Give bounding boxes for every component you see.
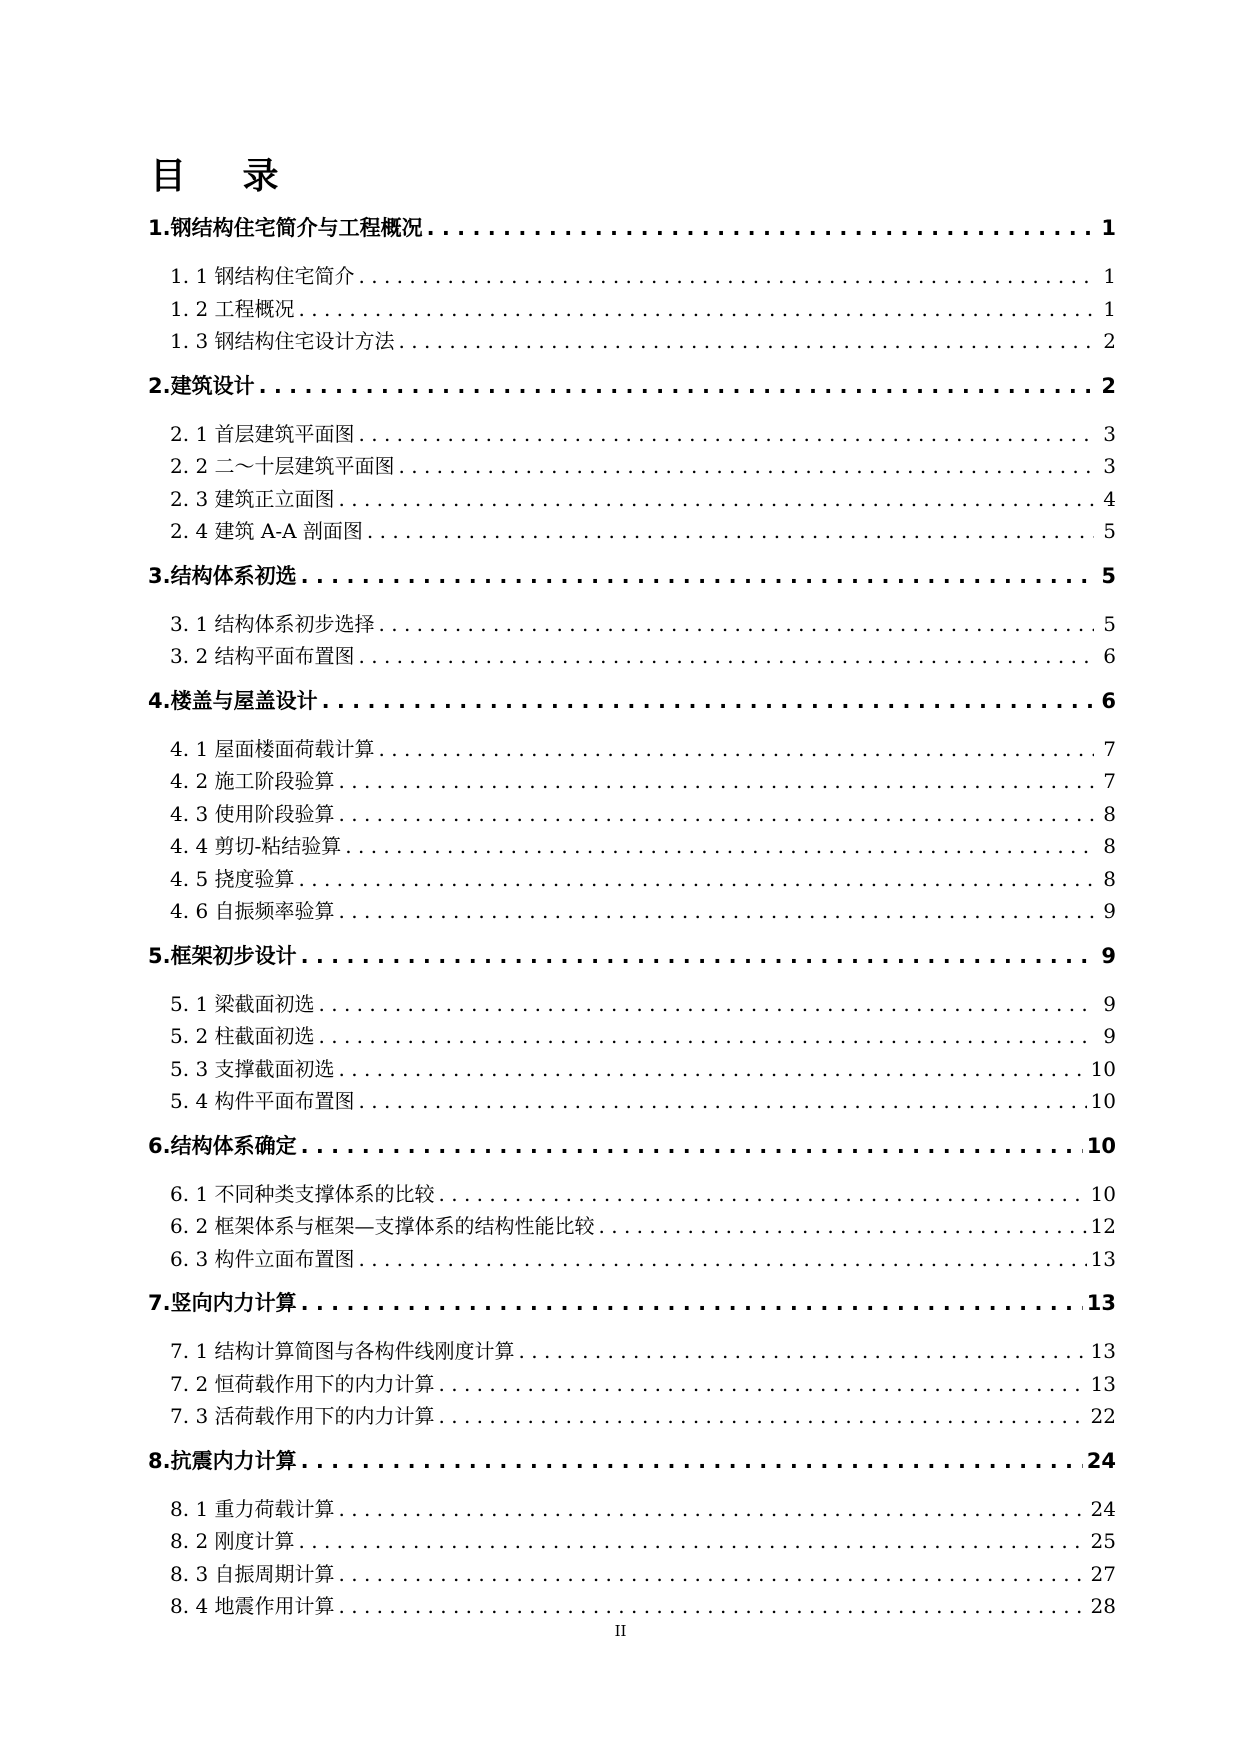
- toc-section-entry[interactable]: [148, 293, 1116, 326]
- toc-section-page: 10: [1090, 1181, 1116, 1206]
- toc-dot-leader: [345, 834, 1094, 858]
- toc-section-label: 8. 3 自振周期计算: [170, 1561, 335, 1586]
- toc-section-entry[interactable]: [148, 733, 1116, 766]
- toc-section-page: 10: [1090, 1056, 1116, 1081]
- toc-section-page: 22: [1090, 1404, 1116, 1428]
- toc-section-entry[interactable]: [148, 765, 1116, 798]
- toc-dot-leader: [339, 802, 1094, 826]
- toc-section-label: 2. 2 二～十层建筑平面图: [170, 454, 395, 478]
- toc-dot-leader: [339, 899, 1094, 923]
- toc-section-label: 1. 3 钢结构住宅设计方法: [170, 329, 395, 353]
- toc-dot-leader: [439, 1182, 1087, 1206]
- toc-section-group: [148, 1178, 1116, 1276]
- toc-dot-leader: [367, 519, 1094, 543]
- toc-chapter-page: 10: [1086, 1133, 1116, 1158]
- toc-dot-leader: [322, 689, 1094, 713]
- toc-section-page: 13: [1090, 1246, 1116, 1271]
- toc-section-entry[interactable]: [148, 1590, 1116, 1623]
- toc-section-page: 8: [1103, 801, 1116, 826]
- toc-section-page: 24: [1090, 1496, 1116, 1521]
- toc-section-page: 5: [1103, 611, 1116, 636]
- toc-section-page: 6: [1103, 644, 1116, 668]
- toc-section-page: 2: [1103, 329, 1116, 353]
- toc-dot-leader: [359, 264, 1094, 288]
- toc-section-label: 1. 1 钢结构住宅简介: [170, 264, 355, 288]
- toc-chapter-label: 7.竖向内力计算: [148, 1291, 297, 1315]
- toc-dot-leader: [339, 769, 1094, 793]
- toc-section-page: 1: [1103, 264, 1116, 288]
- toc-dot-leader: [319, 992, 1094, 1016]
- toc-chapter-entry[interactable]: [148, 1130, 1116, 1178]
- toc-section-page: 12: [1090, 1214, 1116, 1238]
- toc-section-entry[interactable]: [148, 798, 1116, 831]
- toc-chapter-entry[interactable]: [148, 1445, 1116, 1493]
- toc-dot-leader: [319, 1024, 1094, 1048]
- toc-section-page: 7: [1103, 769, 1116, 793]
- toc-section-entry[interactable]: [148, 1020, 1116, 1053]
- toc-title: 目 录: [150, 156, 301, 197]
- toc-section-label: 4. 1 屋面楼面荷载计算: [170, 736, 375, 761]
- toc-dot-leader: [359, 422, 1094, 446]
- toc-section-page: 13: [1090, 1371, 1116, 1396]
- toc-dot-leader: [359, 1247, 1087, 1271]
- toc-dot-leader: [301, 1134, 1083, 1158]
- toc-section-page: 8: [1103, 834, 1116, 858]
- toc-dot-leader: [339, 1057, 1087, 1081]
- toc-section-entry[interactable]: [148, 1243, 1116, 1276]
- toc-chapter-label: 1.钢结构住宅简介与工程概况: [148, 216, 423, 240]
- toc-section-label: 5. 1 梁截面初选: [170, 991, 315, 1016]
- toc-section-entry[interactable]: [148, 1493, 1116, 1526]
- toc-section-entry[interactable]: [148, 1053, 1116, 1086]
- toc-section-label: 5. 3 支撑截面初选: [170, 1056, 335, 1081]
- toc-section-group: [148, 1335, 1116, 1433]
- toc-dot-leader: [301, 944, 1094, 968]
- toc-dot-leader: [427, 216, 1094, 240]
- toc-section-entry[interactable]: [148, 1400, 1116, 1433]
- toc-dot-leader: [339, 1594, 1087, 1618]
- toc-section-group: [148, 733, 1116, 928]
- toc-section-group: [148, 1493, 1116, 1623]
- toc-section-label: 4. 6 自振频率验算: [170, 899, 335, 923]
- toc-section-label: 7. 2 恒荷载作用下的内力计算: [170, 1371, 435, 1396]
- toc-section-label: 4. 4 剪切-粘结验算: [170, 834, 342, 858]
- table-of-contents: [148, 212, 1116, 1635]
- toc-section-page: 27: [1090, 1561, 1116, 1586]
- toc-section-label: 5. 2 柱截面初选: [170, 1024, 315, 1048]
- toc-section-entry[interactable]: [148, 1368, 1116, 1401]
- toc-dot-leader: [299, 1529, 1087, 1553]
- toc-section-page: 8: [1103, 866, 1116, 891]
- toc-section-entry[interactable]: [148, 1210, 1116, 1243]
- toc-chapter-page: 5: [1101, 563, 1116, 588]
- toc-section-entry[interactable]: [148, 418, 1116, 451]
- toc-chapter-page: 6: [1101, 688, 1116, 713]
- toc-section-label: 3. 1 结构体系初步选择: [170, 611, 375, 636]
- toc-section-page: 10: [1090, 1089, 1116, 1113]
- toc-dot-leader: [519, 1339, 1087, 1363]
- toc-section-entry[interactable]: [148, 515, 1116, 548]
- toc-section-label: 4. 5 挠度验算: [170, 866, 295, 891]
- toc-chapter-entry[interactable]: [148, 940, 1116, 988]
- toc-section-entry[interactable]: [148, 640, 1116, 673]
- toc-chapter-entry[interactable]: [148, 1287, 1116, 1335]
- toc-dot-leader: [439, 1372, 1087, 1396]
- toc-section-label: 6. 1 不同种类支撑体系的比较: [170, 1181, 435, 1206]
- toc-section-entry[interactable]: [148, 988, 1116, 1021]
- toc-section-label: 2. 1 首层建筑平面图: [170, 421, 355, 446]
- toc-section-entry[interactable]: [148, 1085, 1116, 1118]
- toc-dot-leader: [399, 329, 1094, 353]
- toc-section-entry[interactable]: [148, 1558, 1116, 1591]
- toc-section-label: 4. 3 使用阶段验算: [170, 801, 335, 826]
- toc-dot-leader: [399, 454, 1094, 478]
- toc-chapter-page: 9: [1101, 943, 1116, 968]
- toc-section-label: 1. 2 工程概况: [170, 296, 295, 321]
- toc-section-page: 3: [1103, 454, 1116, 478]
- toc-dot-leader: [259, 374, 1094, 398]
- toc-section-page: 1: [1103, 296, 1116, 321]
- toc-section-label: 3. 2 结构平面布置图: [170, 644, 355, 668]
- toc-section-entry[interactable]: [148, 1525, 1116, 1558]
- toc-chapter-entry[interactable]: [148, 370, 1116, 418]
- toc-section-entry[interactable]: [148, 830, 1116, 863]
- toc-section-entry[interactable]: [148, 260, 1116, 293]
- toc-chapter-page: 1: [1101, 216, 1116, 240]
- toc-section-group: [148, 260, 1116, 358]
- toc-section-page: 9: [1103, 899, 1116, 923]
- toc-section-entry[interactable]: [148, 1335, 1116, 1368]
- toc-section-label: 6. 3 构件立面布置图: [170, 1246, 355, 1271]
- toc-chapter-label: 4.楼盖与屋盖设计: [148, 688, 318, 713]
- toc-section-group: [148, 608, 1116, 673]
- toc-section-group: [148, 418, 1116, 548]
- toc-dot-leader: [301, 1291, 1083, 1315]
- toc-section-label: 2. 4 建筑 A-A 剖面图: [170, 519, 363, 543]
- toc-section-entry[interactable]: [148, 483, 1116, 516]
- toc-section-label: 5. 4 构件平面布置图: [170, 1089, 355, 1113]
- toc-dot-leader: [339, 487, 1094, 511]
- toc-section-label: 8. 1 重力荷载计算: [170, 1496, 335, 1521]
- toc-chapter-entry[interactable]: [148, 560, 1116, 608]
- toc-dot-leader: [379, 737, 1094, 761]
- toc-section-entry[interactable]: [148, 325, 1116, 358]
- toc-section-page: 5: [1103, 519, 1116, 543]
- toc-section-label: 8. 2 刚度计算: [170, 1529, 295, 1553]
- toc-chapter-page: 24: [1086, 1448, 1116, 1473]
- toc-chapter-label: 2.建筑设计: [148, 373, 255, 398]
- toc-section-page: 9: [1103, 991, 1116, 1016]
- toc-dot-leader: [439, 1404, 1087, 1428]
- toc-section-page: 28: [1090, 1594, 1116, 1618]
- toc-section-entry[interactable]: [148, 1178, 1116, 1211]
- toc-section-page: 4: [1103, 486, 1116, 511]
- toc-section-page: 25: [1090, 1529, 1116, 1553]
- toc-section-group: [148, 988, 1116, 1118]
- toc-dot-leader: [359, 644, 1094, 668]
- toc-section-label: 2. 3 建筑正立面图: [170, 486, 335, 511]
- toc-dot-leader: [339, 1497, 1087, 1521]
- toc-chapter-entry[interactable]: [148, 685, 1116, 733]
- toc-chapter-label: 8.抗震内力计算: [148, 1448, 297, 1473]
- toc-dot-leader: [379, 612, 1094, 636]
- toc-chapter-page: 13: [1086, 1291, 1116, 1315]
- toc-section-entry[interactable]: [148, 608, 1116, 641]
- toc-section-label: 7. 3 活荷载作用下的内力计算: [170, 1404, 435, 1428]
- toc-section-entry[interactable]: [148, 450, 1116, 483]
- toc-chapter-label: 5.框架初步设计: [148, 943, 297, 968]
- page-footer-number: II: [614, 1622, 627, 1640]
- toc-section-page: 3: [1103, 421, 1116, 446]
- toc-dot-leader: [301, 1449, 1083, 1473]
- toc-dot-leader: [359, 1089, 1087, 1113]
- toc-section-label: 4. 2 施工阶段验算: [170, 769, 335, 793]
- toc-dot-leader: [299, 867, 1094, 891]
- toc-section-label: 6. 2 框架体系与框架—支撑体系的结构性能比较: [170, 1214, 595, 1238]
- toc-chapter-page: 2: [1101, 373, 1116, 398]
- toc-section-label: 8. 4 地震作用计算: [170, 1594, 335, 1618]
- toc-dot-leader: [599, 1214, 1087, 1238]
- toc-chapter-label: 6.结构体系确定: [148, 1133, 297, 1158]
- toc-chapter-label: 3.结构体系初选: [148, 563, 297, 588]
- toc-section-entry[interactable]: [148, 895, 1116, 928]
- toc-chapter-entry[interactable]: [148, 212, 1116, 260]
- toc-dot-leader: [339, 1562, 1087, 1586]
- toc-section-page: 9: [1103, 1024, 1116, 1048]
- toc-dot-leader: [299, 297, 1094, 321]
- toc-section-entry[interactable]: [148, 863, 1116, 896]
- toc-dot-leader: [301, 564, 1094, 588]
- toc-section-label: 7. 1 结构计算简图与各构件线刚度计算: [170, 1339, 515, 1363]
- toc-section-page: 7: [1103, 736, 1116, 761]
- toc-section-page: 13: [1090, 1339, 1116, 1363]
